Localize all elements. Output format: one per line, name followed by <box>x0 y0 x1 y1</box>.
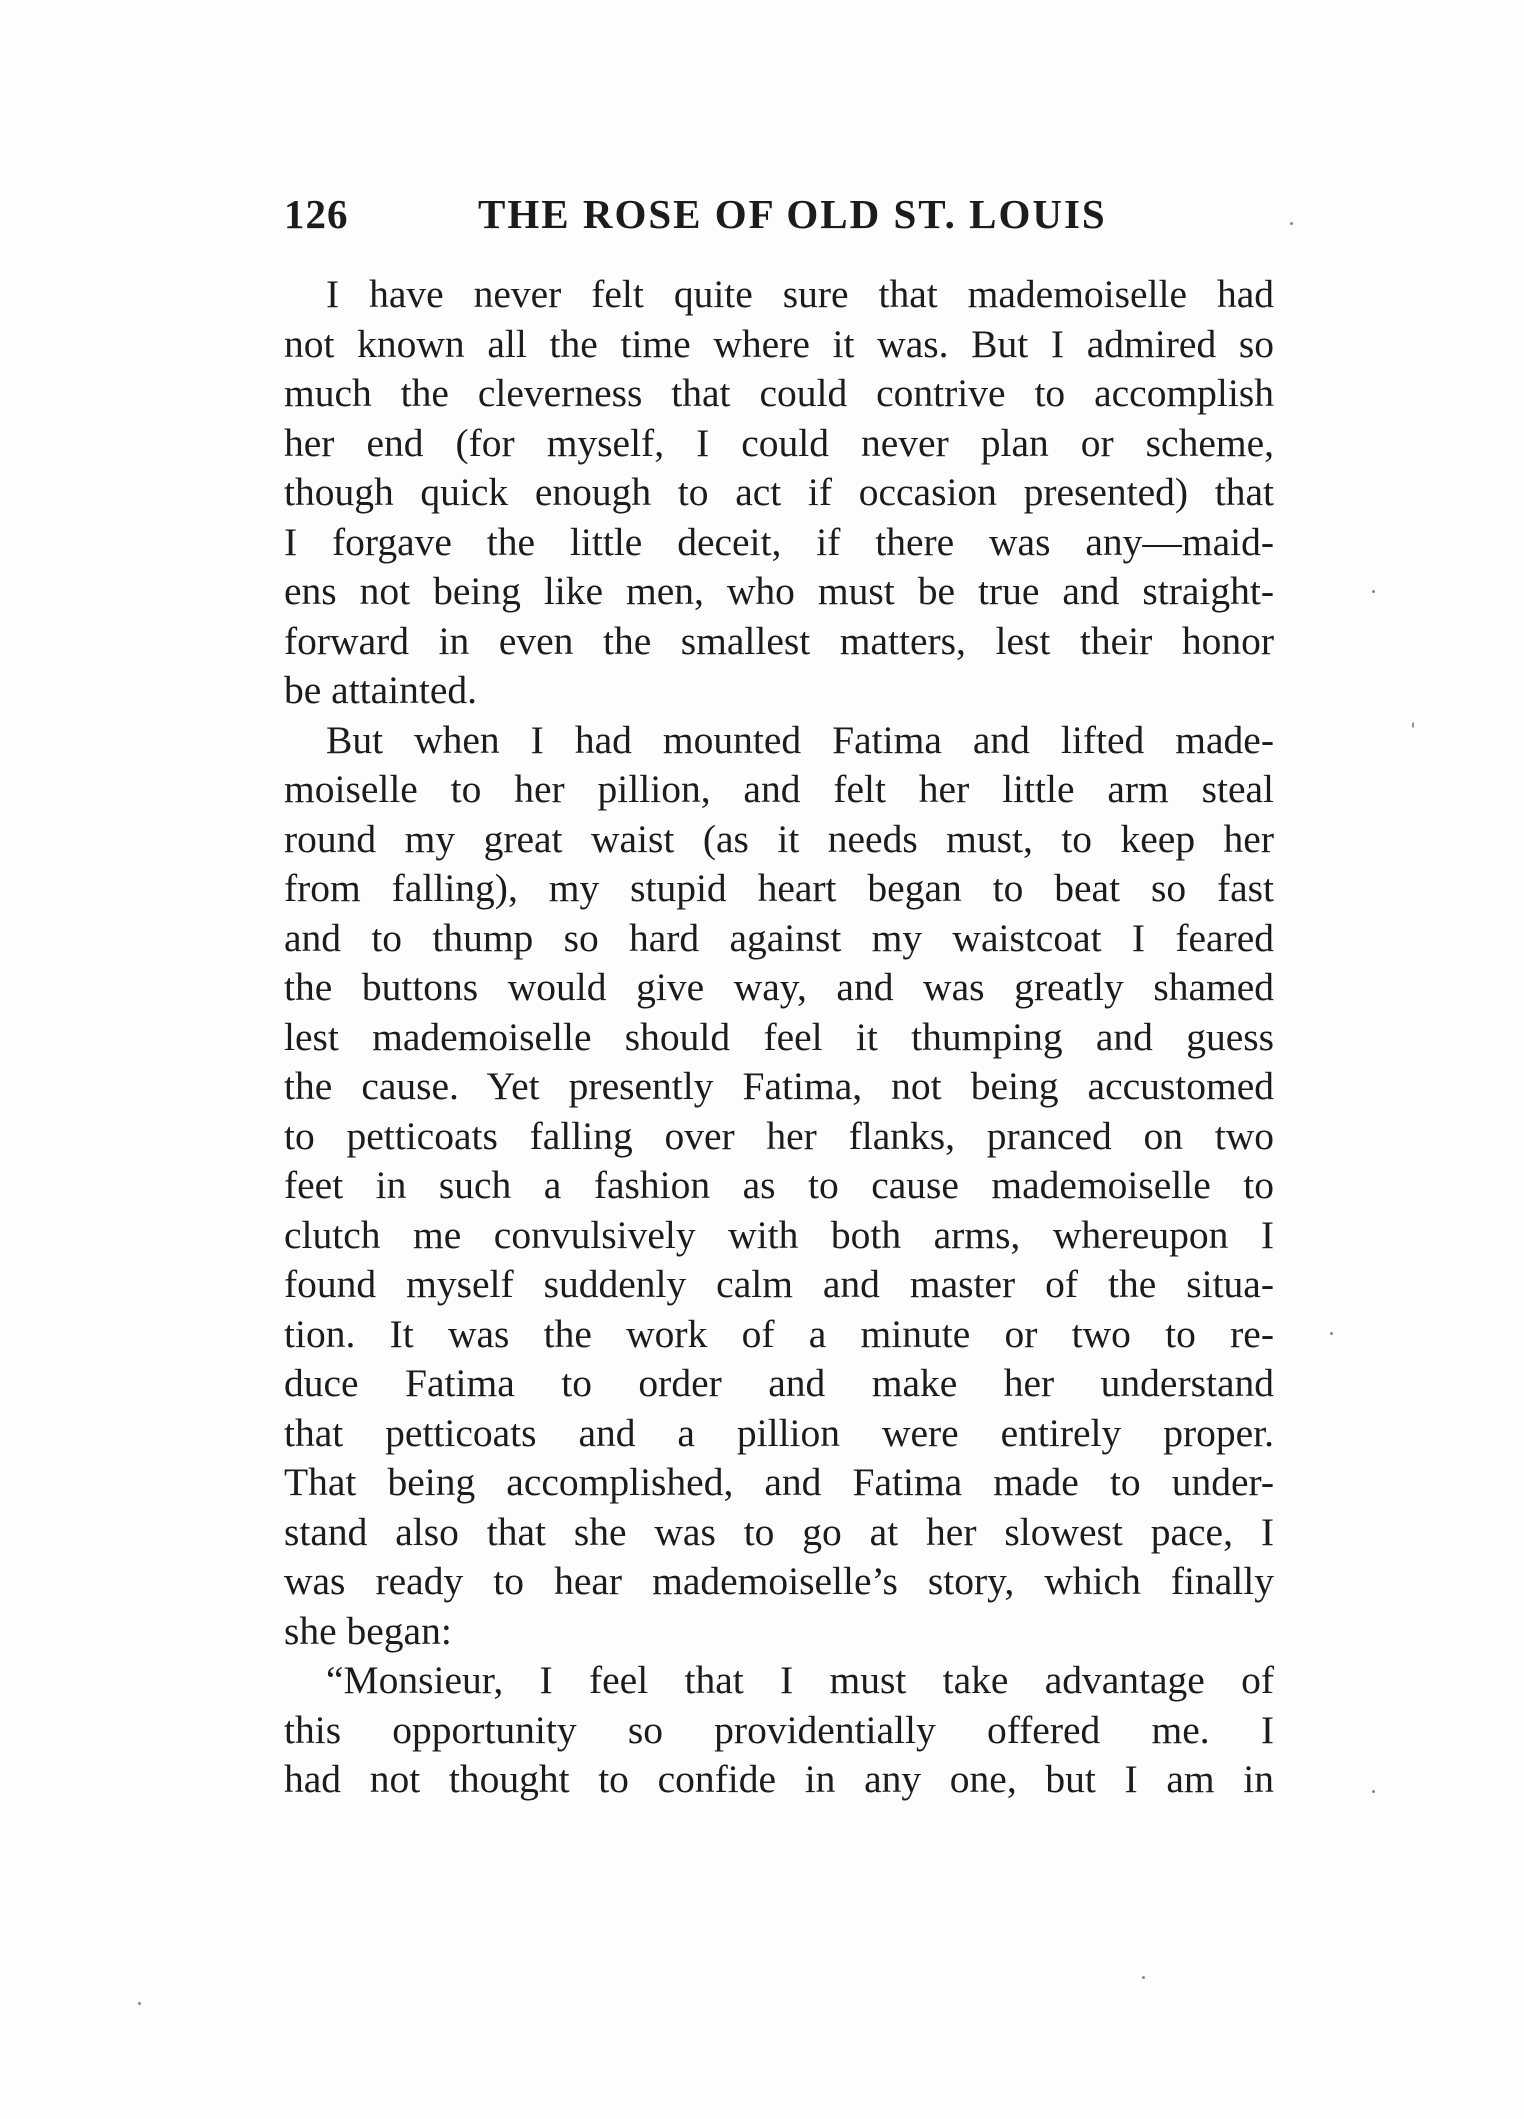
book-title: THE ROSE OF OLD ST. LOUIS <box>478 191 1107 237</box>
text-line: I have never felt quite sure that mademoiselle had <box>326 272 1274 316</box>
scan-speck <box>1330 1332 1333 1335</box>
text-line: this opportunity so providentially offered me. I <box>284 1707 1274 1752</box>
text-line: stand also that she was to go at her slowest pace, I <box>284 1509 1274 1554</box>
text-line: “Monsieur, I feel that I must take advantage of <box>326 1658 1274 1702</box>
text-line: moiselle to her pillion, and felt her little arm steal <box>284 767 1274 811</box>
text-line: she began: <box>284 1608 452 1653</box>
text-line: not known all the time where it was. But I admired so <box>284 321 1274 366</box>
body-text <box>284 270 1274 1805</box>
scan-speck <box>138 2002 141 2005</box>
text-line: tion. It was the work of a minute or two to re- <box>284 1311 1274 1356</box>
text-line: the buttons would give way, and was greatly shamed <box>284 965 1274 1009</box>
text-line: much the cleverness that could contrive to accomplish <box>284 371 1274 415</box>
text-line: feet in such a fashion as to cause mademoiselle to <box>284 1163 1274 1207</box>
text-line: the cause. Yet presently Fatima, not being accustomed <box>284 1064 1274 1108</box>
text-line: ens not being like men, who must be true and straight- <box>284 569 1274 613</box>
text-line: forward in even the smallest matters, lest their honor <box>284 618 1274 663</box>
text-line: That being accomplished, and Fatima made to under- <box>284 1460 1274 1504</box>
scan-speck <box>1142 1976 1145 1979</box>
text-line: duce Fatima to order and make her understand <box>284 1361 1274 1405</box>
text-line: found myself suddenly calm and master of the situa- <box>284 1262 1274 1306</box>
text-line: and to thump so hard against my waistcoat I feared <box>284 915 1274 960</box>
text-line: round my great waist (as it needs must, to keep her <box>284 816 1274 861</box>
text-line: I forgave the little deceit, if there was any—maid- <box>284 519 1274 564</box>
text-line: lest mademoiselle should feel it thumping and guess <box>284 1014 1274 1059</box>
text-line: had not thought to confide in any one, but I am in <box>284 1757 1274 1801</box>
scan-speck <box>1372 1790 1375 1793</box>
text-line: to petticoats falling over her flanks, pranced on two <box>284 1113 1274 1158</box>
text-line: was ready to hear mademoiselle’s story, which finally <box>284 1559 1274 1603</box>
scan-speck <box>1372 590 1375 593</box>
scan-speck <box>1412 722 1414 728</box>
text-line: be attainted. <box>284 668 478 712</box>
page-number: 126 <box>284 191 349 237</box>
text-line: her end (for myself, I could never plan or scheme, <box>284 420 1274 465</box>
running-head <box>284 190 1284 250</box>
text-line: from falling), my stupid heart began to beat so fast <box>284 866 1274 910</box>
text-line: that petticoats and a pillion were entirely proper. <box>284 1410 1274 1455</box>
scan-speck <box>1290 222 1293 225</box>
text-line: clutch me convulsively with both arms, whereupon I <box>284 1212 1274 1257</box>
text-line: though quick enough to act if occasion presented) that <box>284 470 1274 514</box>
text-line: But when I had mounted Fatima and lifted made- <box>326 717 1274 762</box>
